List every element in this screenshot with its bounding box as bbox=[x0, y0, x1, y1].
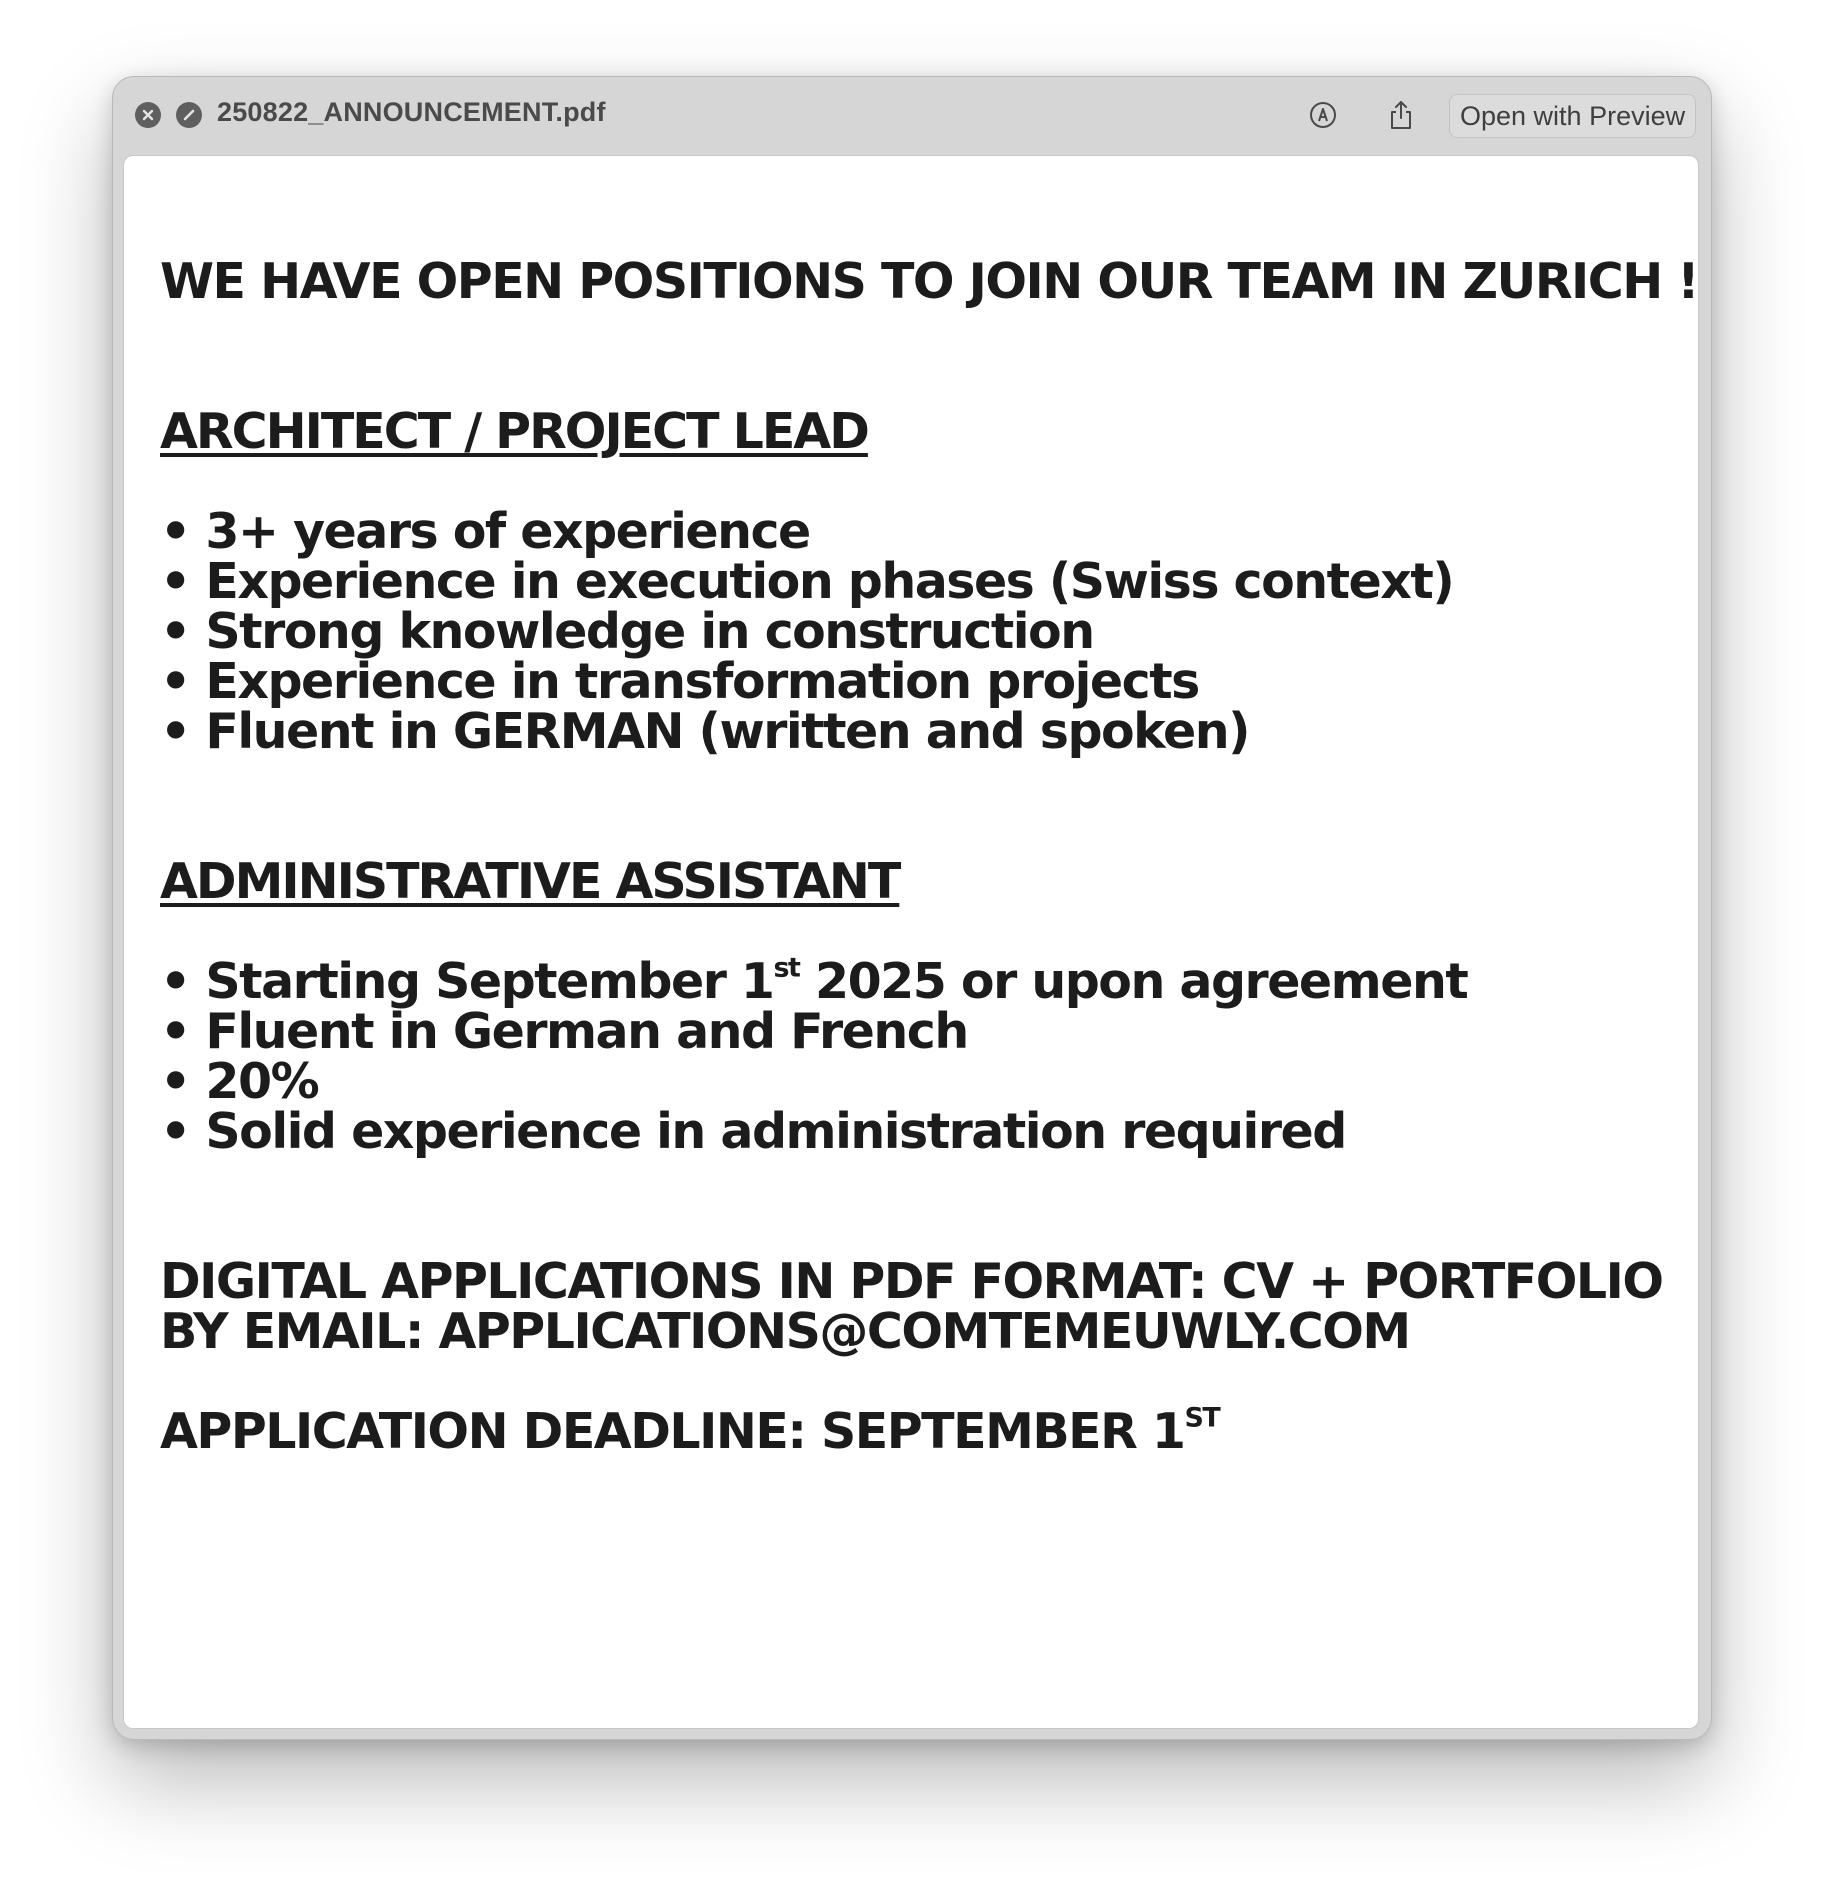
ordinal-suffix: st bbox=[773, 952, 800, 984]
list-item: • Fluent in GERMAN (written and spoken) bbox=[160, 702, 1249, 762]
markup-pen-icon bbox=[1308, 100, 1338, 130]
headline: WE HAVE OPEN POSITIONS TO JOIN OUR TEAM IN ZURICH ! bbox=[160, 253, 1699, 310]
fullscreen-button[interactable] bbox=[176, 102, 202, 128]
close-button[interactable] bbox=[135, 102, 161, 128]
list-item: • 3+ years of experience bbox=[160, 502, 810, 562]
applications-line-2: BY EMAIL: APPLICATIONS@COMTEMEUWLY.COM bbox=[160, 1303, 1410, 1360]
share-icon bbox=[1387, 99, 1415, 131]
list-item: • Fluent in German and French bbox=[160, 1002, 968, 1062]
section-title-admin: ADMINISTRATIVE ASSISTANT bbox=[160, 853, 900, 910]
deadline-text: APPLICATION DEADLINE: SEPTEMBER 1 bbox=[160, 1403, 1185, 1460]
open-with-preview-button[interactable]: Open with Preview bbox=[1449, 94, 1696, 138]
share-button[interactable] bbox=[1381, 95, 1421, 135]
list-item: • Experience in execution phases (Swiss context) bbox=[160, 552, 1453, 612]
applications-line-1: DIGITAL APPLICATIONS IN PDF FORMAT: CV + PORTFOLIO bbox=[160, 1253, 1663, 1310]
list-item: • Solid experience in administration required bbox=[160, 1102, 1346, 1162]
quicklook-window bbox=[112, 76, 1712, 1740]
section-title-architect: ARCHITECT / PROJECT LEAD bbox=[160, 403, 868, 460]
pdf-page bbox=[123, 155, 1699, 1729]
close-icon bbox=[141, 108, 155, 122]
start-date-suffix: 2025 or upon agreement bbox=[799, 953, 1468, 1010]
start-date-text: Starting September 1 bbox=[205, 953, 774, 1010]
list-item: • Strong knowledge in construction bbox=[160, 602, 1094, 662]
list-item: • Experience in transformation projects bbox=[160, 652, 1199, 712]
title-bar bbox=[113, 77, 1711, 153]
deadline-ordinal: ST bbox=[1184, 1402, 1220, 1434]
list-item: • 20% bbox=[160, 1052, 318, 1112]
slash-circle-icon bbox=[182, 108, 196, 122]
markup-button[interactable] bbox=[1303, 95, 1343, 135]
window-title: 250822_ANNOUNCEMENT.pdf bbox=[217, 97, 606, 127]
deadline-line bbox=[160, 1402, 1219, 1462]
